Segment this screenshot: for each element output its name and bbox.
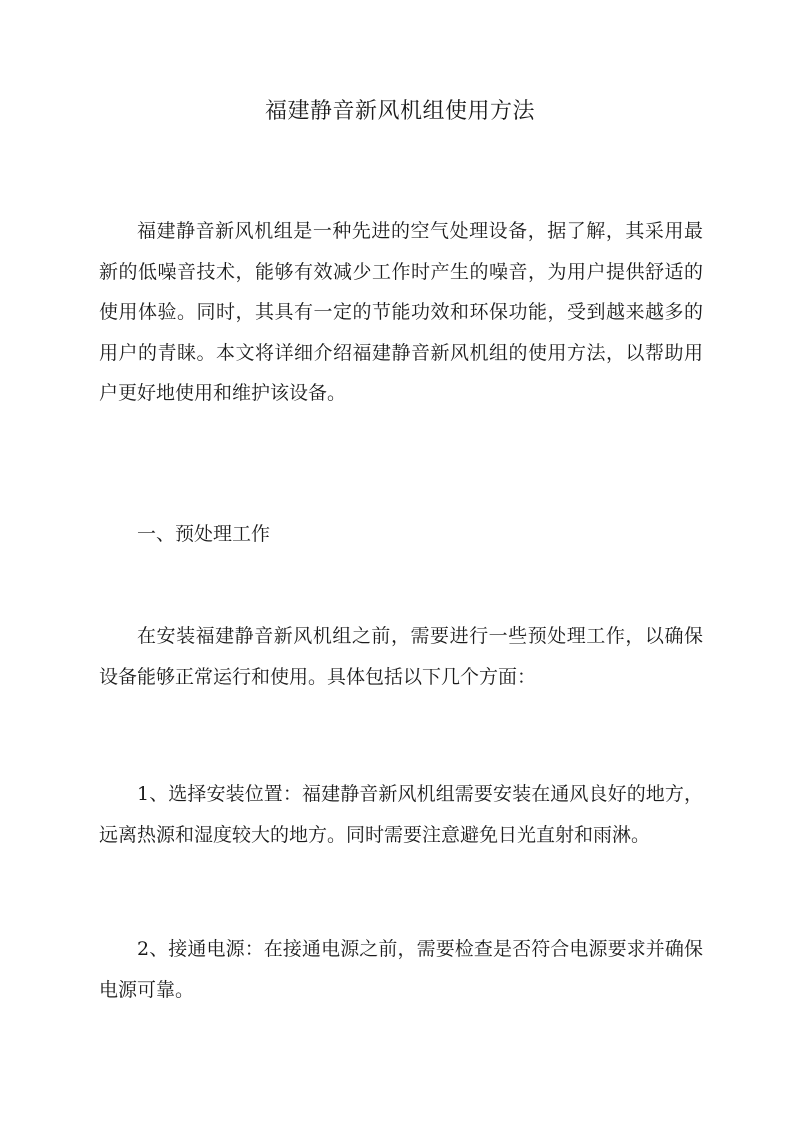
section-heading: 一、预处理工作: [137, 523, 271, 545]
document-title: 福建静音新风机组使用方法: [264, 99, 535, 124]
list-item-install-location: 1、选择安装位置：福建静音新风机组需要安装在通风良好的地方，远离热源和湿度较大的地方。同时需要注意避免日光直射和雨淋。: [99, 783, 703, 846]
intro-paragraph: 福建静音新风机组是一种先进的空气处理设备，据了解，其采用最新的低噪音技术，能够有效减少工作时产生的噪音，为用户提供舒适的使用体验。同时，其具有一定的节能功效和环保功能，受到越来越多的用户的青睐。本文将详细介绍福建静音新风机组的使用方法，以帮助用户更好地使用和维护该设备。: [99, 220, 703, 404]
list-item-power-connection: 2、接通电源：在接通电源之前，需要检查是否符合电源要求并确保电源可靠。: [99, 938, 703, 1001]
section-intro-paragraph: 在安装福建静音新风机组之前，需要进行一些预处理工作，以确保设备能够正常运行和使用。具体包括以下几个方面：: [99, 625, 703, 688]
